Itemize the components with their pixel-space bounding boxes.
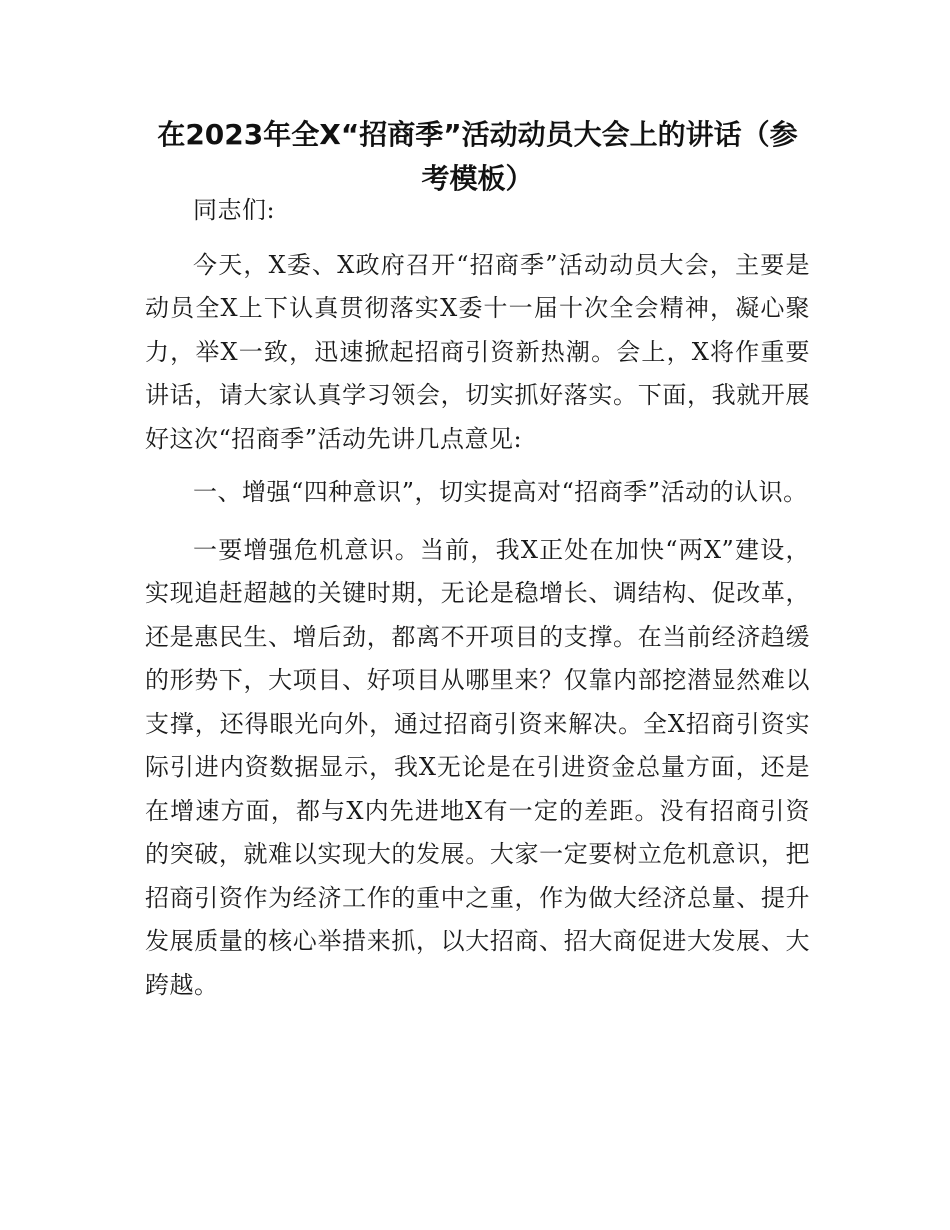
salutation: 同志们: bbox=[193, 196, 276, 224]
document-body bbox=[145, 189, 810, 1017]
body-paragraph-crisis-awareness: 一要增强危机意识。当前，我X正处在加快“两X”建设，实现追赶超越的关键时期，无论是稳增长、调结构、促改革，还是惠民生、增后劲，都离不开项目的支撑。在当前经济趋缓的形势下，大项目、好项目从哪里来？仅靠内部挖潜显然难以支撑，还得眼光向外，通过招商引资来解决。全X招商引资实际引进内资数据显示，我X无论是在引进资金总量方面，还是在增速方面，都与X内先进地X有一定的差距。没有招商引资的突破，就难以实现大的发展。大家一定要树立危机意识，把招商引资作为经济工作的重中之重，作为做大经济总量、提升发展质量的核心举措来抓，以大招商、招大商促进大发展、大跨越。 bbox=[145, 535, 810, 999]
document-title: 在2023年全X“招商季”活动动员大会上的讲话（参考模板） bbox=[157, 118, 798, 195]
section-heading-1: 一、增强“四种意识”，切实提高对“招商季”活动的认识。 bbox=[193, 478, 808, 506]
opening-paragraph: 今天，X委、X政府召开“招商季”活动动员大会，主要是动员全X上下认真贯彻落实X委十一届十次全会精神，凝心聚力，举X一致，迅速掀起招商引资新热潮。会上，X将作重要讲话，请大家认真学习领会，切实抓好落实。下面，我就开展好这次“招商季”活动先讲几点意见: bbox=[145, 250, 810, 453]
